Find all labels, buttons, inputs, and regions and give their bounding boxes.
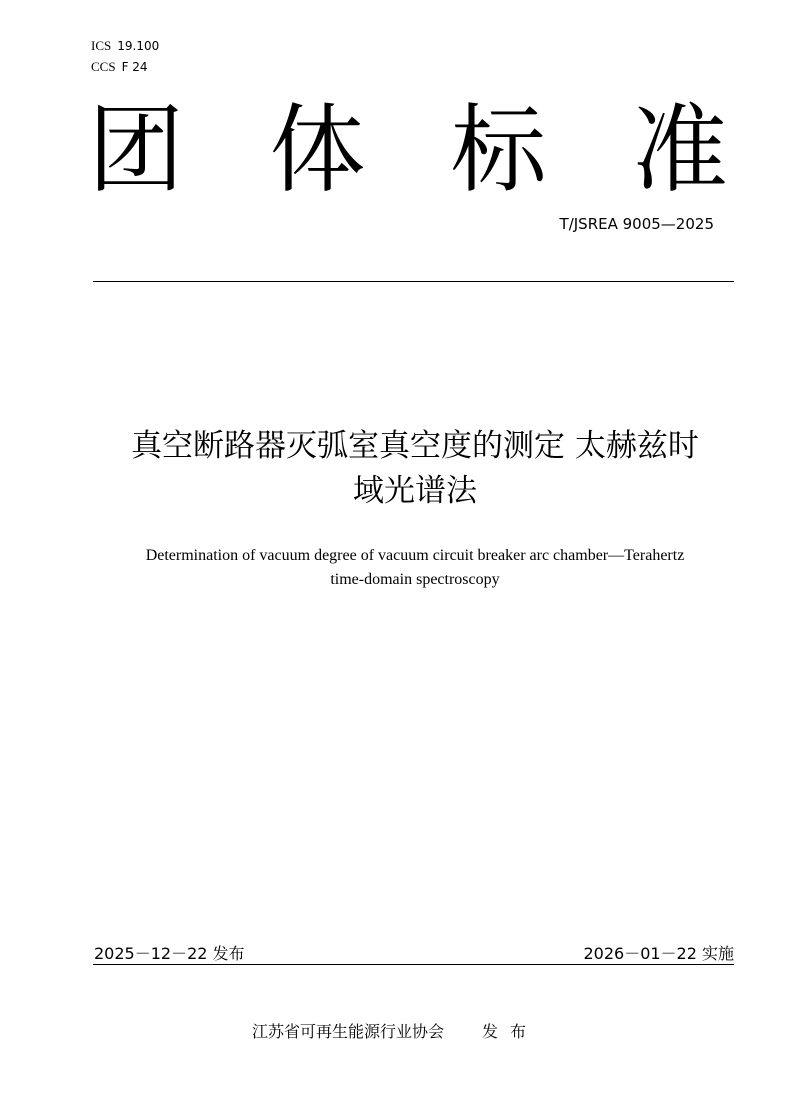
publisher-name: 江苏省可再生能源行业协会 [251, 1022, 444, 1041]
ics-value: 19.100 [117, 39, 160, 53]
top-divider [93, 281, 734, 282]
chinese-title-line-2: 域光谱法 [353, 473, 477, 509]
chinese-title [80, 424, 750, 514]
implement-date: 2026－01－22 实施 [583, 944, 734, 963]
ccs-value: F 24 [121, 60, 148, 74]
publish-date: 2025－12－22 发布 [94, 944, 245, 963]
heading-char-2: 体 [269, 94, 366, 206]
heading-char-3: 标 [450, 94, 547, 206]
english-title-line-2: time-domain spectroscopy [330, 571, 500, 588]
heading-char-4: 准 [631, 94, 728, 206]
ics-label: ICS [91, 38, 112, 53]
english-title-line-1: Determination of vacuum degree of vacuum circuit breaker arc chamber—Terahertz [145, 547, 685, 564]
publisher-action: 发布 [482, 1022, 539, 1041]
bottom-divider [93, 964, 734, 965]
ccs-code [91, 59, 148, 75]
chinese-title-line-1: 真空断路器灭弧室真空度的测定 太赫兹时 [131, 428, 699, 464]
heading-char-1: 团 [88, 94, 184, 206]
publisher-line [0, 1019, 790, 1042]
english-title [80, 544, 750, 592]
ics-code [91, 38, 159, 54]
standard-number: T/JSREA 9005—2025 [559, 215, 714, 233]
standard-type-heading [88, 95, 728, 205]
ccs-label: CCS [91, 59, 116, 74]
